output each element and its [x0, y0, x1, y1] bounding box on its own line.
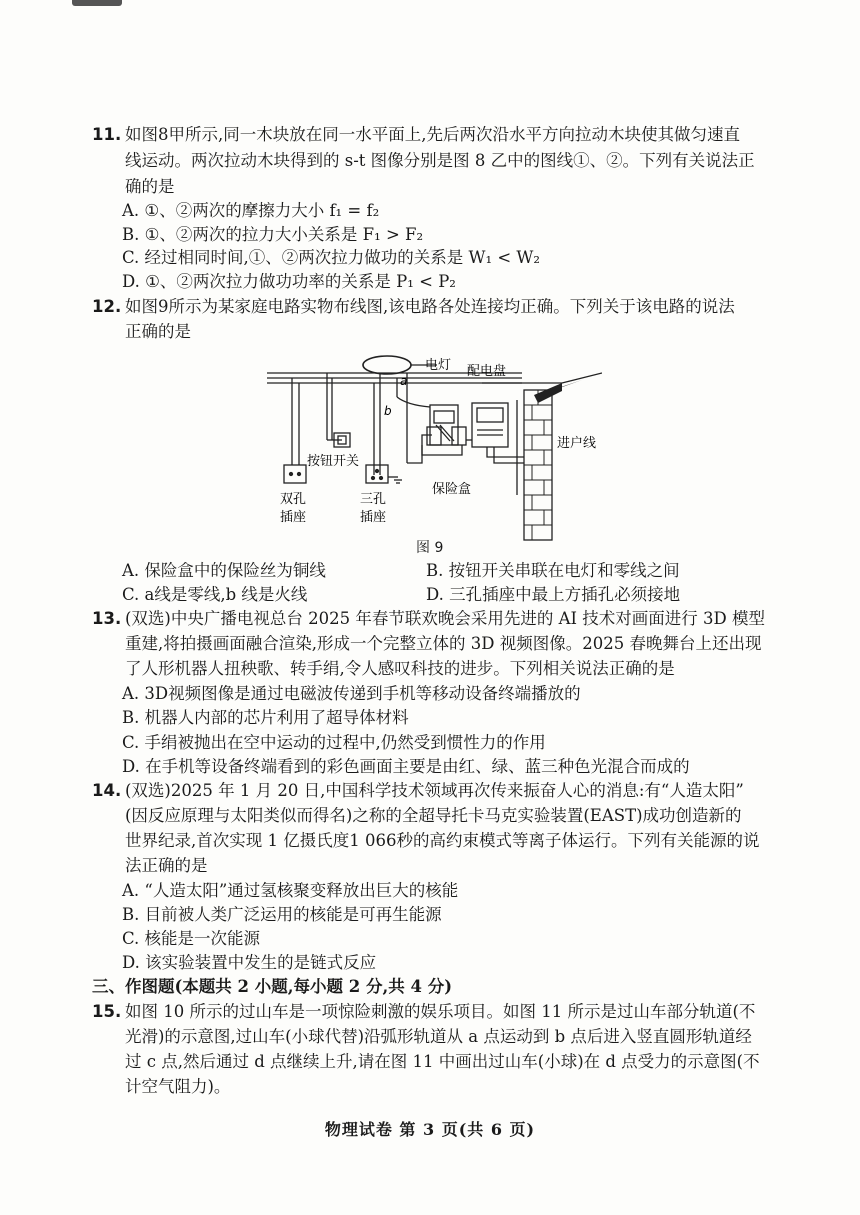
question-14-stem-line2: (因反应原理与太阳类似而得名)之称的全超导托卡马克实验装置(EAST)成功创造新的: [125, 806, 742, 825]
two-hole-socket-label-1: 双孔: [280, 492, 307, 507]
question-11-stem-line1: 如图8甲所示,同一木块放在同一水平面上,先后两次沿水平方向拉动木块使其做匀速直: [125, 125, 740, 144]
question-13-option-d: D. 在手机等设备终端看到的彩色画面主要是由红、绿、蓝三种色光混合而成的: [122, 757, 690, 776]
lamp-label: 电灯: [425, 358, 452, 373]
fuse-box-label: 保险盒: [432, 482, 472, 497]
three-hole-socket-label-1: 三孔: [360, 492, 387, 507]
question-15-stem-line1: 如图 10 所示的过山车是一项惊险刺激的娱乐项目。如图 11 所示是过山车部分轨道(不: [125, 1002, 756, 1021]
question-15-stem-line3: 过 c 点,然后通过 d 点继续上升,请在图 11 中画出过山车(小球)在 d 点受力的示意图(不: [125, 1052, 760, 1071]
question-12-option-c: C. a线是零线,b 线是火线: [122, 585, 308, 604]
question-11-number: 11.: [92, 125, 122, 144]
page-footer: 物理试卷 第 3 页(共 6 页): [324, 1120, 536, 1139]
question-12-option-a: A. 保险盒中的保险丝为铜线: [122, 561, 326, 580]
figure-9-caption: 图 9: [416, 540, 444, 556]
wire-a-label: a: [400, 374, 408, 388]
question-15-stem-line4: 计空气阻力)。: [125, 1077, 231, 1096]
question-15-stem-line2: 光滑)的示意图,过山车(小球代替)沿弧形轨道从 a 点运动到 b 点后进入竖直圆形轨道经: [125, 1027, 752, 1046]
three-hole-socket-label-2: 插座: [360, 510, 387, 525]
question-13-number: 13.: [92, 609, 122, 628]
question-12-number: 12.: [92, 297, 122, 316]
question-11-stem-line3: 确的是: [125, 177, 175, 196]
section-3-title: 三、作图题(本题共 2 小题,每小题 2 分,共 4 分): [92, 977, 453, 996]
question-14-option-c: C. 核能是一次能源: [122, 929, 261, 948]
question-13-option-c: C. 手绢被抛出在空中运动的过程中,仍然受到惯性力的作用: [122, 733, 546, 752]
question-14-option-d: D. 该实验装置中发生的是链式反应: [122, 953, 377, 972]
question-15-number: 15.: [92, 1002, 122, 1021]
question-14-option-b: B. 目前被人类广泛运用的核能是可再生能源: [122, 905, 442, 924]
question-14-stem-line1: (双选)2025 年 1 月 20 日,中国科学技术领域再次传来振奋人心的消息:有“人造太阳”: [125, 781, 744, 800]
button-switch-label: 按钮开关: [307, 454, 360, 469]
question-14-option-a: A. “人造太阳”通过氢核聚变释放出巨大的核能: [122, 881, 459, 900]
question-12-option-b: B. 按钮开关串联在电灯和零线之间: [426, 561, 680, 580]
question-13-option-b: B. 机器人内部的芯片利用了超导体材料: [122, 708, 409, 727]
question-14-number: 14.: [92, 781, 122, 800]
question-13-stem-line1: (双选)中央广播电视总台 2025 年春节联欢晚会采用先进的 AI 技术对画面进行 3D 模型: [125, 609, 765, 628]
incoming-line-label: 进户线: [557, 436, 597, 451]
question-14-stem-line4: 法正确的是: [125, 856, 208, 875]
question-11-option-b: B. ①、②两次的拉力大小关系是 F₁ > F₂: [122, 225, 424, 244]
question-13-stem-line3: 了人形机器人扭秧歌、转手绢,令人感叹科技的进步。下列相关说法正确的是: [125, 659, 675, 678]
question-11-option-d: D. ①、②两次拉力做功功率的关系是 P₁ < P₂: [122, 272, 456, 291]
wire-b-label: b: [384, 404, 392, 418]
question-14-stem-line3: 世界纪录,首次实现 1 亿摄氏度1 066秒的高约束模式等离子体运行。下列有关能源的说: [125, 831, 760, 850]
question-12-stem-line1: 如图9所示为某家庭电路实物布线图,该电路各处连接均正确。下列关于该电路的说法: [125, 297, 735, 316]
question-11-stem-line2: 线运动。两次拉动木块得到的 s-t 图像分别是图 8 乙中的图线①、②。下列有关说法正: [125, 151, 755, 170]
top-edge-mark: [72, 0, 122, 6]
household-circuit-figure: [262, 345, 602, 555]
two-hole-socket-label-2: 插座: [280, 510, 307, 525]
question-12-option-d: D. 三孔插座中最上方插孔必须接地: [426, 585, 681, 604]
question-13-stem-line2: 重建,将拍摄画面融合渲染,形成一个完整立体的 3D 视频图像。2025 春晚舞台上还出现: [125, 634, 762, 653]
question-12-stem-line2: 正确的是: [125, 322, 191, 341]
question-11-option-a: A. ①、②两次的摩擦力大小 f₁ = f₂: [122, 201, 380, 220]
question-11-option-c: C. 经过相同时间,①、②两次拉力做功的关系是 W₁ < W₂: [122, 248, 540, 267]
question-13-option-a: A. 3D视频图像是通过电磁波传递到手机等移动设备终端播放的: [122, 684, 581, 703]
panel-label: 配电盘: [467, 364, 507, 379]
